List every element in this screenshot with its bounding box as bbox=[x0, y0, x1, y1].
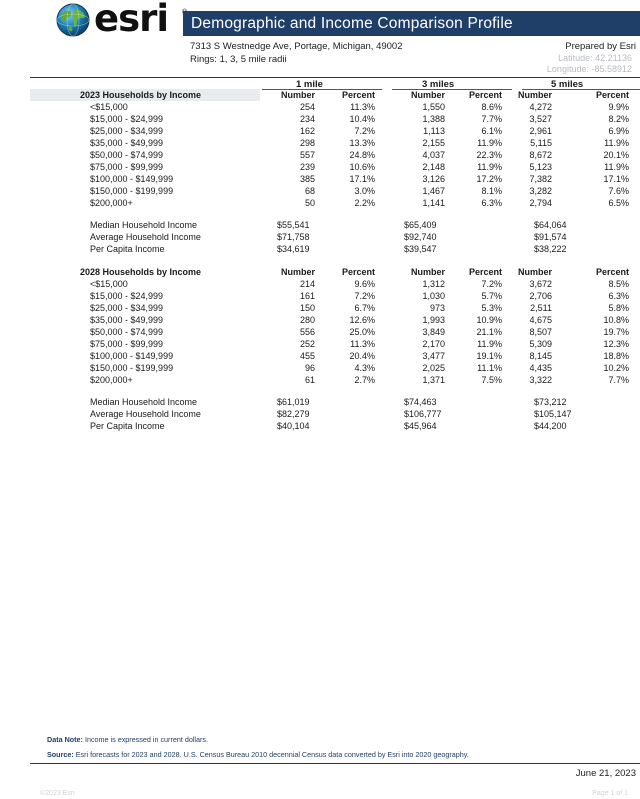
per-capita-income-row bbox=[0, 243, 640, 255]
row-label: $150,000 - $199,999 bbox=[90, 186, 174, 196]
number-5-miles: 4,272 bbox=[529, 102, 552, 112]
percent-5-miles: 11.9% bbox=[604, 138, 629, 148]
percent-1-mile: 7.2% bbox=[354, 126, 375, 136]
footer-divider bbox=[30, 763, 640, 764]
percent-3-miles: 11.9% bbox=[477, 138, 502, 148]
number-1-mile: 214 bbox=[299, 279, 315, 289]
row-label: Median Household Income bbox=[90, 220, 198, 230]
value-5-miles: $38,222 bbox=[534, 244, 567, 254]
percent-1-mile: 3.0% bbox=[354, 186, 375, 196]
percent-1-mile: 24.8% bbox=[349, 150, 375, 160]
column-header-number: Number bbox=[410, 267, 445, 277]
percent-5-miles: 5.8% bbox=[608, 303, 629, 313]
percent-3-miles: 21.1% bbox=[476, 327, 502, 337]
percent-3-miles: 10.9% bbox=[476, 315, 502, 325]
number-1-mile: 385 bbox=[299, 174, 315, 184]
value-1-mile: $82,279 bbox=[277, 409, 310, 419]
source-note bbox=[47, 750, 469, 759]
ring-header-3-miles: 3 miles bbox=[422, 79, 455, 90]
percent-5-miles: 10.2% bbox=[603, 363, 629, 373]
percent-3-miles: 22.3% bbox=[476, 150, 502, 160]
number-3-miles: 2,170 bbox=[422, 339, 445, 349]
number-1-mile: 150 bbox=[299, 303, 315, 313]
number-1-mile: 239 bbox=[299, 162, 315, 172]
row-label: $50,000 - $74,999 bbox=[90, 327, 164, 337]
row-label: $100,000 - $149,999 bbox=[90, 174, 174, 184]
value-5-miles: $105,147 bbox=[534, 409, 572, 419]
row-label: Average Household Income bbox=[90, 409, 201, 419]
row-label: $25,000 - $34,999 bbox=[90, 303, 164, 313]
number-1-mile: 298 bbox=[299, 138, 315, 148]
percent-1-mile: 2.7% bbox=[354, 375, 375, 385]
percent-5-miles: 17.1% bbox=[603, 174, 629, 184]
percent-3-miles: 6.1% bbox=[481, 126, 502, 136]
value-5-miles: $64,064 bbox=[534, 220, 567, 230]
percent-1-mile: 10.6% bbox=[349, 162, 375, 172]
percent-3-miles: 11.9% bbox=[477, 162, 502, 172]
number-5-miles: 3,282 bbox=[529, 186, 552, 196]
report-title: Demographic and Income Comparison Profile bbox=[183, 11, 640, 36]
row-label: <$15,000 bbox=[90, 279, 128, 289]
brand-name: esri bbox=[94, 0, 169, 40]
percent-3-miles: 17.2% bbox=[476, 174, 502, 184]
value-1-mile: $71,758 bbox=[277, 232, 310, 242]
percent-3-miles: 19.1% bbox=[476, 351, 502, 361]
percent-1-mile: 6.7% bbox=[354, 303, 375, 313]
column-header-number: Number bbox=[280, 90, 315, 100]
percent-3-miles: 6.3% bbox=[481, 198, 502, 208]
number-5-miles: 8,507 bbox=[529, 327, 552, 337]
table-row bbox=[0, 137, 640, 149]
table-row bbox=[0, 101, 640, 113]
table-row bbox=[0, 197, 640, 209]
column-header-percent: Percent bbox=[595, 90, 629, 100]
number-3-miles: 1,467 bbox=[422, 186, 445, 196]
number-5-miles: 4,435 bbox=[529, 363, 552, 373]
column-header-percent: Percent bbox=[341, 267, 375, 277]
number-5-miles: 5,309 bbox=[529, 339, 552, 349]
number-1-mile: 557 bbox=[299, 150, 315, 160]
number-5-miles: 2,961 bbox=[529, 126, 552, 136]
row-label: $150,000 - $199,999 bbox=[90, 363, 174, 373]
row-label: Per Capita Income bbox=[90, 244, 165, 254]
value-5-miles: $91,574 bbox=[534, 232, 567, 242]
column-header-number: Number bbox=[517, 90, 552, 100]
percent-1-mile: 17.1% bbox=[349, 174, 375, 184]
number-5-miles: 3,672 bbox=[529, 279, 552, 289]
table-row bbox=[0, 338, 640, 350]
source-label: Source: bbox=[47, 750, 74, 759]
table-row bbox=[0, 374, 640, 386]
table-row bbox=[0, 302, 640, 314]
percent-1-mile: 4.3% bbox=[354, 363, 375, 373]
percent-5-miles: 6.5% bbox=[608, 198, 629, 208]
page-number: Page 1 of 1 bbox=[592, 790, 628, 797]
section-header-2028 bbox=[0, 266, 640, 278]
number-1-mile: 161 bbox=[299, 291, 315, 301]
percent-5-miles: 10.8% bbox=[603, 315, 629, 325]
number-5-miles: 2,794 bbox=[529, 198, 552, 208]
median-income-row bbox=[0, 396, 640, 408]
percent-1-mile: 7.2% bbox=[354, 291, 375, 301]
table-row bbox=[0, 326, 640, 338]
percent-5-miles: 8.2% bbox=[608, 114, 629, 124]
data-note bbox=[47, 735, 208, 744]
percent-1-mile: 9.6% bbox=[354, 279, 375, 289]
number-1-mile: 556 bbox=[299, 327, 315, 337]
row-label: Median Household Income bbox=[90, 397, 198, 407]
percent-1-mile: 2.2% bbox=[354, 198, 375, 208]
number-1-mile: 254 bbox=[299, 102, 315, 112]
percent-3-miles: 5.7% bbox=[481, 291, 502, 301]
percent-5-miles: 7.7% bbox=[608, 375, 629, 385]
latitude: Latitude: 42.21136 bbox=[558, 53, 632, 63]
percent-5-miles: 6.3% bbox=[608, 291, 629, 301]
row-label: $75,000 - $99,999 bbox=[90, 339, 164, 349]
average-income-row bbox=[0, 408, 640, 420]
report-header bbox=[0, 0, 640, 74]
column-header-percent: Percent bbox=[595, 267, 629, 277]
number-5-miles: 3,322 bbox=[529, 375, 552, 385]
percent-3-miles: 11.9% bbox=[477, 339, 502, 349]
number-1-mile: 61 bbox=[304, 375, 315, 385]
table-row bbox=[0, 290, 640, 302]
table-row bbox=[0, 362, 640, 374]
value-3-miles: $74,463 bbox=[404, 397, 437, 407]
number-3-miles: 1,550 bbox=[422, 102, 445, 112]
per-capita-income-row bbox=[0, 420, 640, 432]
number-3-miles: 1,993 bbox=[422, 315, 445, 325]
number-1-mile: 234 bbox=[299, 114, 315, 124]
number-5-miles: 8,672 bbox=[529, 150, 552, 160]
percent-1-mile: 12.6% bbox=[349, 315, 375, 325]
report-address: 7313 S Westnedge Ave, Portage, Michigan, 49002 bbox=[190, 41, 403, 52]
row-label: $35,000 - $49,999 bbox=[90, 138, 164, 148]
percent-3-miles: 7.5% bbox=[481, 375, 502, 385]
row-label: <$15,000 bbox=[90, 102, 128, 112]
percent-3-miles: 8.6% bbox=[481, 102, 502, 112]
number-3-miles: 1,312 bbox=[422, 279, 445, 289]
number-1-mile: 455 bbox=[299, 351, 315, 361]
table-row bbox=[0, 314, 640, 326]
value-1-mile: $55,541 bbox=[277, 220, 310, 230]
number-5-miles: 5,123 bbox=[529, 162, 552, 172]
percent-3-miles: 11.1% bbox=[477, 363, 502, 373]
data-note-label: Data Note: bbox=[47, 735, 83, 744]
number-3-miles: 2,155 bbox=[422, 138, 445, 148]
section-header-2023 bbox=[0, 89, 640, 101]
percent-1-mile: 25.0% bbox=[349, 327, 375, 337]
column-header-number: Number bbox=[410, 90, 445, 100]
number-1-mile: 162 bbox=[299, 126, 315, 136]
value-3-miles: $39,547 bbox=[404, 244, 437, 254]
value-5-miles: $73,212 bbox=[534, 397, 567, 407]
table-row bbox=[0, 278, 640, 290]
percent-3-miles: 7.2% bbox=[481, 279, 502, 289]
number-3-miles: 4,037 bbox=[422, 150, 445, 160]
average-income-row bbox=[0, 231, 640, 243]
report-date: June 21, 2023 bbox=[575, 768, 636, 779]
number-3-miles: 3,477 bbox=[422, 351, 445, 361]
value-3-miles: $45,964 bbox=[404, 421, 437, 431]
header-divider bbox=[30, 77, 640, 78]
percent-3-miles: 7.7% bbox=[481, 114, 502, 124]
percent-1-mile: 11.3% bbox=[350, 102, 375, 112]
ring-header-1-mile: 1 mile bbox=[296, 79, 323, 90]
globe-icon bbox=[56, 3, 90, 37]
value-3-miles: $65,409 bbox=[404, 220, 437, 230]
number-3-miles: 1,371 bbox=[422, 375, 445, 385]
number-1-mile: 280 bbox=[299, 315, 315, 325]
percent-5-miles: 11.9% bbox=[604, 162, 629, 172]
esri-logo bbox=[56, 0, 186, 45]
number-3-miles: 3,849 bbox=[422, 327, 445, 337]
row-label: Per Capita Income bbox=[90, 421, 165, 431]
percent-1-mile: 20.4% bbox=[349, 351, 375, 361]
value-3-miles: $106,777 bbox=[404, 409, 442, 419]
table-row bbox=[0, 161, 640, 173]
number-3-miles: 1,388 bbox=[422, 114, 445, 124]
number-3-miles: 1,141 bbox=[422, 198, 445, 208]
percent-5-miles: 6.9% bbox=[608, 126, 629, 136]
percent-5-miles: 12.3% bbox=[603, 339, 629, 349]
percent-1-mile: 10.4% bbox=[349, 114, 375, 124]
table-row bbox=[0, 185, 640, 197]
percent-5-miles: 19.7% bbox=[603, 327, 629, 337]
number-5-miles: 3,527 bbox=[529, 114, 552, 124]
copyright-text: ©2023 Esri bbox=[40, 790, 75, 797]
number-3-miles: 1,030 bbox=[422, 291, 445, 301]
number-3-miles: 2,025 bbox=[422, 363, 445, 373]
percent-1-mile: 11.3% bbox=[350, 339, 375, 349]
percent-5-miles: 7.6% bbox=[608, 186, 629, 196]
column-header-percent: Percent bbox=[341, 90, 375, 100]
row-label: $25,000 - $34,999 bbox=[90, 126, 164, 136]
percent-3-miles: 5.3% bbox=[481, 303, 502, 313]
percent-5-miles: 9.9% bbox=[608, 102, 629, 112]
row-label: $200,000+ bbox=[90, 375, 133, 385]
section-title: 2028 Households by Income bbox=[80, 267, 202, 277]
value-1-mile: $34,619 bbox=[277, 244, 310, 254]
number-1-mile: 68 bbox=[304, 186, 315, 196]
data-note-text: Income is expressed in current dollars. bbox=[84, 735, 208, 744]
report-rings: Rings: 1, 3, 5 mile radii bbox=[190, 54, 287, 65]
column-header-percent: Percent bbox=[468, 267, 502, 277]
median-income-row bbox=[0, 219, 640, 231]
row-label: $15,000 - $24,999 bbox=[90, 114, 164, 124]
column-header-number: Number bbox=[280, 267, 315, 277]
table-row bbox=[0, 149, 640, 161]
number-5-miles: 8,145 bbox=[529, 351, 552, 361]
number-1-mile: 50 bbox=[304, 198, 315, 208]
column-header-percent: Percent bbox=[468, 90, 502, 100]
percent-1-mile: 13.3% bbox=[349, 138, 375, 148]
number-3-miles: 1,113 bbox=[423, 126, 445, 136]
percent-5-miles: 18.8% bbox=[603, 351, 629, 361]
number-3-miles: 2,148 bbox=[422, 162, 445, 172]
number-1-mile: 96 bbox=[304, 363, 315, 373]
row-label: Average Household Income bbox=[90, 232, 201, 242]
row-label: $50,000 - $74,999 bbox=[90, 150, 164, 160]
longitude: Longitude: -85.58912 bbox=[546, 64, 632, 74]
number-1-mile: 252 bbox=[299, 339, 315, 349]
row-label: $35,000 - $49,999 bbox=[90, 315, 164, 325]
table-row bbox=[0, 350, 640, 362]
table-row bbox=[0, 113, 640, 125]
row-label: $15,000 - $24,999 bbox=[90, 291, 164, 301]
value-5-miles: $44,200 bbox=[534, 421, 567, 431]
percent-5-miles: 20.1% bbox=[603, 150, 629, 160]
percent-5-miles: 8.5% bbox=[608, 279, 629, 289]
table-row bbox=[0, 173, 640, 185]
number-5-miles: 5,115 bbox=[530, 138, 552, 148]
value-3-miles: $92,740 bbox=[404, 232, 437, 242]
number-3-miles: 973 bbox=[429, 303, 445, 313]
prepared-by: Prepared by Esri bbox=[565, 41, 636, 52]
table-row bbox=[0, 125, 640, 137]
column-header-number: Number bbox=[517, 267, 552, 277]
value-1-mile: $61,019 bbox=[277, 397, 310, 407]
number-5-miles: 2,511 bbox=[530, 303, 552, 313]
percent-3-miles: 8.1% bbox=[481, 186, 502, 196]
ring-header-5-miles: 5 miles bbox=[551, 79, 584, 90]
section-title: 2023 Households by Income bbox=[80, 90, 202, 100]
row-label: $200,000+ bbox=[90, 198, 133, 208]
value-1-mile: $40,104 bbox=[277, 421, 310, 431]
row-label: $100,000 - $149,999 bbox=[90, 351, 174, 361]
number-5-miles: 4,675 bbox=[529, 315, 552, 325]
number-5-miles: 7,382 bbox=[529, 174, 552, 184]
row-label: $75,000 - $99,999 bbox=[90, 162, 164, 172]
source-text: Esri forecasts for 2023 and 2028. U.S. Census Bureau 2010 decennial Census data converted by Esri into 2020 geography. bbox=[75, 750, 469, 759]
number-5-miles: 2,706 bbox=[529, 291, 552, 301]
number-3-miles: 3,126 bbox=[422, 174, 445, 184]
